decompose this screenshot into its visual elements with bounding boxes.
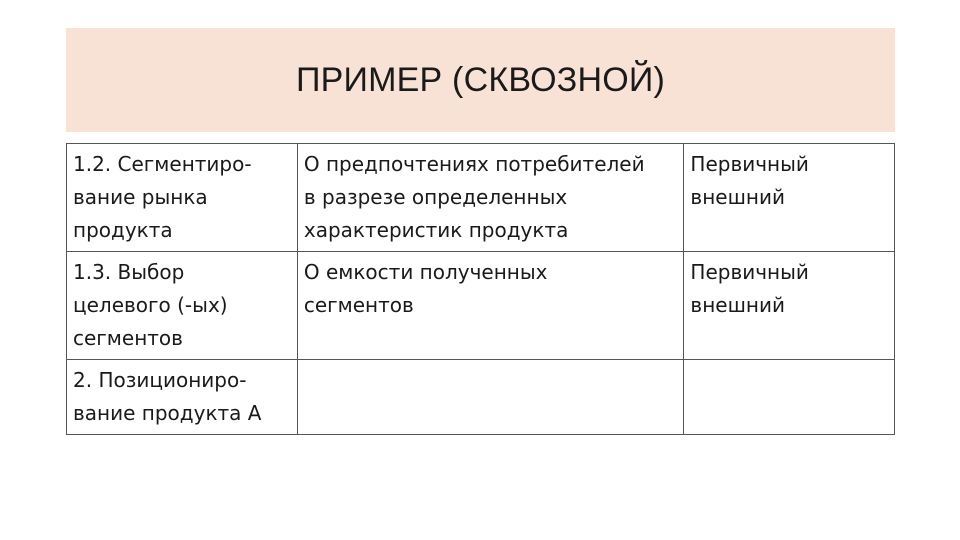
info-cell — [297, 360, 684, 435]
source-cell: Первичный внешний — [684, 144, 895, 252]
slide-title: ПРИМЕР (СКВОЗНОЙ) — [295, 60, 666, 99]
content-table — [66, 143, 895, 435]
info-cell: О емкости полученных сегментов — [297, 252, 684, 360]
table-row — [67, 360, 895, 435]
table-row — [67, 252, 895, 360]
source-cell: Первичный внешний — [684, 252, 895, 360]
source-cell — [684, 360, 895, 435]
title-band — [66, 28, 895, 132]
stage-cell: 1.3. Выбор целевого (-ых) сегментов — [67, 252, 298, 360]
stage-cell: 2. Позициониро- вание продукта А — [67, 360, 298, 435]
table-row — [67, 144, 895, 252]
stage-cell: 1.2. Сегментиро- вание рынка продукта — [67, 144, 298, 252]
info-cell: О предпочтениях потребителей в разрезе определенных характеристик продукта — [297, 144, 684, 252]
